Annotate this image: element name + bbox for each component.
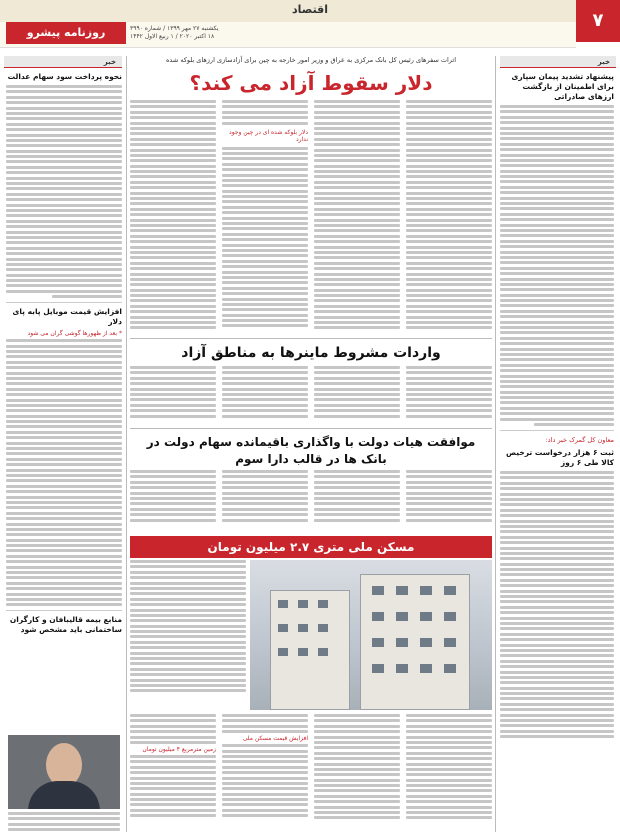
header-band xyxy=(0,0,620,22)
lead-headline: دلار سقوط آزاد می کند؟ xyxy=(189,71,433,95)
housing-banner: مسکن ملی متری ۲.۷ میلیون تومان xyxy=(130,536,492,558)
right-story-2-body xyxy=(500,471,614,738)
page-number: ۷ xyxy=(576,0,620,42)
story2-divider xyxy=(130,428,492,429)
right-column-label: خبر xyxy=(500,56,616,68)
story2-headline: واردات مشروط ماینرها به مناطق آزاد xyxy=(181,345,441,361)
newspaper-logo: روزنامه پیشرو xyxy=(6,22,126,44)
housing-subhead-1: افزایش قیمت مسکن ملی xyxy=(242,735,308,743)
lead-body-col-1 xyxy=(406,100,492,336)
housing-subhead-2: زمین مترمربع ۴ میلیون تومان xyxy=(142,745,216,753)
lead-body-col-2 xyxy=(314,100,400,336)
housing-side-text xyxy=(130,560,246,710)
housing-story-body xyxy=(130,714,492,832)
left-story-2-body xyxy=(6,339,122,606)
page-header xyxy=(0,0,620,48)
date-line-2: ۱۸ اکتبر ۲۰۲۰ / ۱ ربیع الاول ۱۴۴۲ xyxy=(130,33,215,40)
column-divider-left xyxy=(126,56,127,832)
right-story-1-title: پیشنهاد تشدید پیمان سپاری برای اطمینان از بازگشت ارزهای صادراتی xyxy=(511,72,614,101)
right-story-2-title: ثبت ۶ هزار درخواست ترخیص کالا طی ۶ روز xyxy=(506,448,614,468)
column-divider-right xyxy=(495,56,496,832)
official-portrait-photo xyxy=(8,735,120,809)
left-story-3-body xyxy=(8,812,120,831)
lead-kicker: اثرات سفرهای رئیس کل بانک مرکزی به عراق و وزیر امور خارجه به چین برای آزادسازی ارزهای بلوکه شده xyxy=(166,56,456,64)
right-column xyxy=(500,72,614,832)
left-story-3-title: منابع بیمه قالیبافان و کارگران ساختمانی باید مشخص شود xyxy=(9,615,122,635)
lead-subhead: دلار بلوکه شده ای در چین وجود ندارد xyxy=(229,128,308,143)
lead-story-body xyxy=(130,100,492,336)
lead-divider xyxy=(130,338,492,339)
left-story-1-body xyxy=(6,85,122,298)
left-column-label: خبر xyxy=(4,56,122,68)
story3-headline: موافقت هیات دولت با واگذاری باقیمانده سهام دولت در بانک ها در قالب دارا سوم xyxy=(146,435,476,466)
left-story-2-kicker: * بعد از ظهورها گوشی گران می شود xyxy=(27,330,122,338)
left-story-1-title: نحوه پرداخت سود سهام عدالت xyxy=(7,72,122,81)
dateline xyxy=(130,25,300,41)
date-line-1: یکشنبه ۲۷ مهر ۱۳۹۹ / شماره ۳۹۹۰ xyxy=(130,25,219,32)
right-story-2-kicker: معاون کل گمرک خبر داد: xyxy=(545,436,614,445)
left-column xyxy=(6,72,122,832)
section-title: اقتصاد xyxy=(291,3,329,16)
lead-body-col-3 xyxy=(222,100,308,336)
right-story-1-body xyxy=(500,105,614,426)
story2-body xyxy=(130,366,492,424)
left-story-2-title: افزایش قیمت موبایل پابه پای دلار xyxy=(12,307,122,327)
story3-body xyxy=(130,470,492,528)
lead-body-col-4 xyxy=(130,100,216,336)
housing-photo xyxy=(250,560,492,710)
